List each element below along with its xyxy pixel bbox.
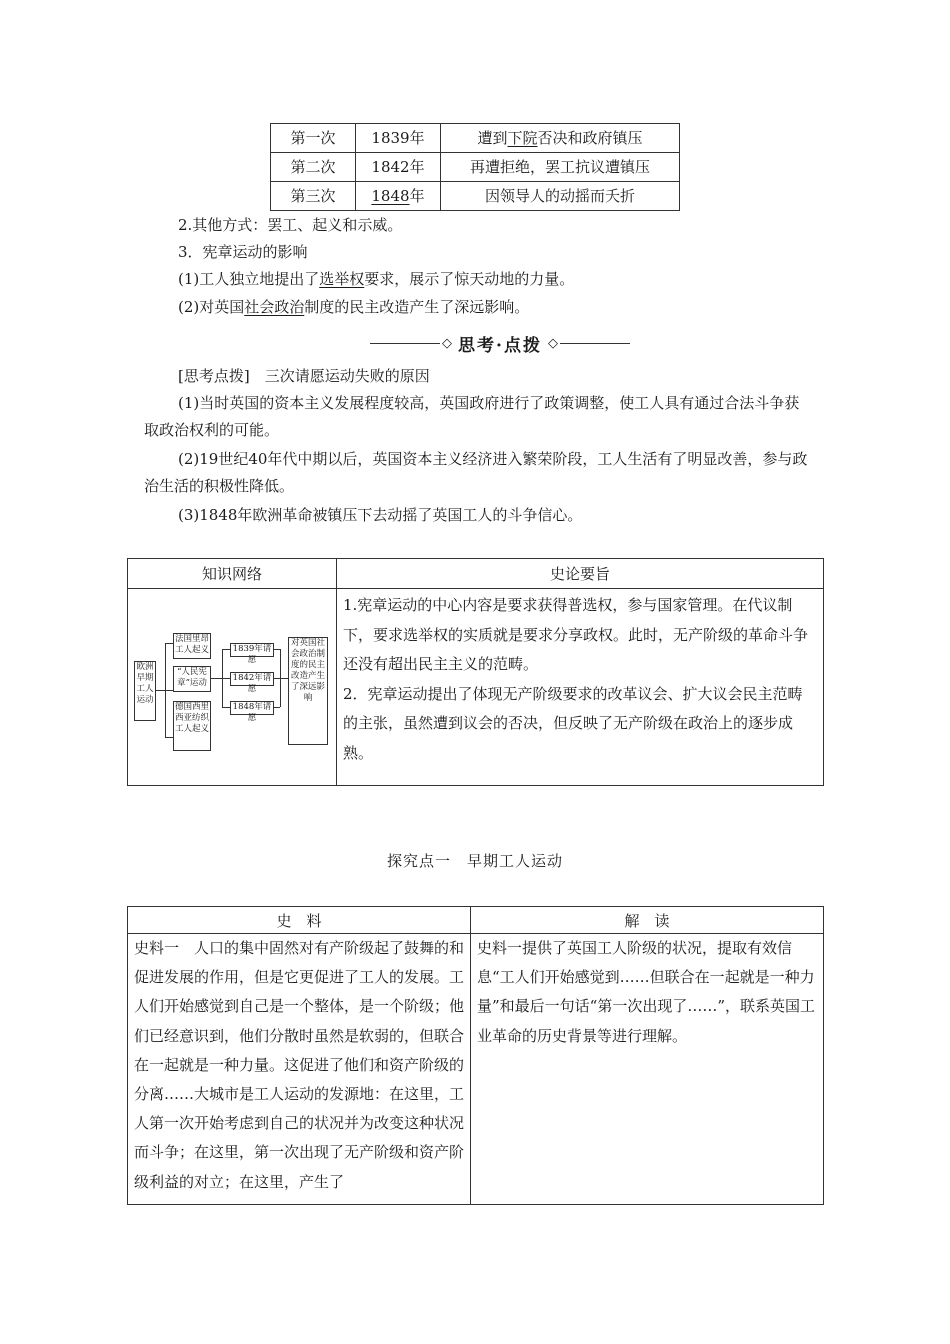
connector [222,649,230,650]
summary-cell [337,589,824,786]
divider [370,343,440,344]
connector [273,678,280,679]
source-cell [128,934,471,1205]
table-header-row [128,907,824,934]
section-header-text: 思考·点拨 [458,335,542,356]
diagram-uprising: 法国里昂工人起义 [173,633,211,659]
petition-order: 第三次 [271,182,356,211]
impact-item-2: (2)对英国社会政治制度的民主改造产生了深远影响。 [178,298,530,316]
table-header-row [128,559,824,589]
connector [210,678,222,679]
table-row [271,153,680,182]
knowledge-network-cell [128,589,337,786]
petition-table [270,123,680,211]
connector [222,678,230,679]
diagram-effect: 对英国社会政治制度的民主改造产生了深远影响 [288,637,328,745]
section-header [370,330,630,356]
column-header: 史 料 [128,907,471,934]
petition-order: 第一次 [271,124,356,153]
think-title: [思考点拨] 三次请愿运动失败的原因 [178,367,430,385]
petition-year: 1848年 [356,182,441,211]
table-row [128,589,824,786]
column-header: 解 读 [471,907,824,934]
table-row [128,934,824,1205]
source-text: 史料一 人口的集中固然对有产阶级起了鼓舞的和促进发展的作用，但是它更促进了工人的发展。工人们开始感觉到自己是一个整体，是一个阶级；他们已经意识到，他们分散时虽然是软弱的，但联合在一起就是一种力量。这促进了他们和资产阶级的分离……大城市是工人运动的发源地：在这里，工人第一次开始考虑到自己的状况并为改变这种状况而斗争；在这里，第一次出现了无产阶级和资产阶级利益的对立；在这里，产生了 [134,939,465,1191]
diagram-petition: 1842年请愿 [230,672,274,686]
petition-result: 再遭拒绝，罢工抗议遭镇压 [441,153,680,182]
connector [273,649,280,650]
diamond-icon: ◇ [547,335,558,351]
column-header: 知识网络 [128,559,337,589]
think-point-2: (2)19世纪40年代中期以后，英国资本主义经济进入繁荣阶段，工人生活有了明显改善，参与政治生活的积极性降低。 [144,450,808,495]
interpretation-text: 史料一提供了英国工人阶级的状况，提取有效信息“工人们开始感觉到……但联合在一起就是一种力量”和最后一句话“第一次出现了……”，联系英国工业革命的历史背景等进行理解。 [477,939,816,1045]
connector [165,737,173,738]
connector [155,690,165,691]
connector [165,643,173,644]
diagram-uprising: “人民宪章”运动 [173,666,211,692]
petition-result: 因领导人的动摇而夭折 [441,182,680,211]
diamond-icon: ◇ [442,335,453,351]
connector [273,707,280,708]
source-table [127,906,824,1205]
diagram-petition: 1848年请愿 [230,701,274,715]
divider [560,343,630,344]
interpretation-cell [471,934,824,1205]
knowledge-table [127,558,824,786]
think-point-3: (3)1848年欧洲革命被镇压下去动摇了英国工人的斗争信心。 [178,506,583,524]
petition-year: 1842年 [356,153,441,182]
table-row [271,182,680,211]
diagram-petition: 1839年请愿 [230,643,274,657]
think-point-1: (1)当时英国的资本主义发展程度较高，英国政府进行了政策调整，使工人具有通过合法斗争获取政治权利的可能。 [144,394,800,439]
connector [165,690,173,691]
impact-item-1: (1)工人独立地提出了选举权要求，展示了惊天动地的力量。 [178,270,575,288]
petition-order: 第二次 [271,153,356,182]
table-row [271,124,680,153]
knowledge-diagram [134,633,334,753]
other-methods: 2.其他方式：罢工、起义和示威。 [178,216,403,234]
column-header: 史论要旨 [337,559,824,589]
explore-title: 探究点一 早期工人运动 [386,852,563,870]
connector [222,707,230,708]
summary-point-1: 1.宪章运动的中心内容是要求获得普选权，参与国家管理。在代议制下，要求选举权的实质就是要求分享政权。此时，无产阶级的革命斗争还没有超出民主主义的范畴。 [343,596,809,673]
underlined-term: 1848 [371,187,410,205]
diagram-uprising: 德国西里西亚纺织工人起义 [173,701,211,751]
underlined-term: 社会政治 [244,298,305,316]
diagram-root: 欧洲早期工人运动 [134,661,156,721]
petition-year: 1839年 [356,124,441,153]
underlined-term: 选举权 [319,270,365,288]
impact-title: 3．宪章运动的影响 [178,243,308,261]
summary-point-2: 2．宪章运动提出了体现无产阶级要求的改革议会、扩大议会民主范畴的主张，虽然遭到议会的否决，但反映了无产阶级在政治上的逐步成熟。 [343,684,803,762]
petition-result: 遭到下院否决和政府镇压 [441,124,680,153]
underlined-term: 下院 [507,129,538,147]
connector [280,678,288,679]
summary-text [337,589,823,768]
